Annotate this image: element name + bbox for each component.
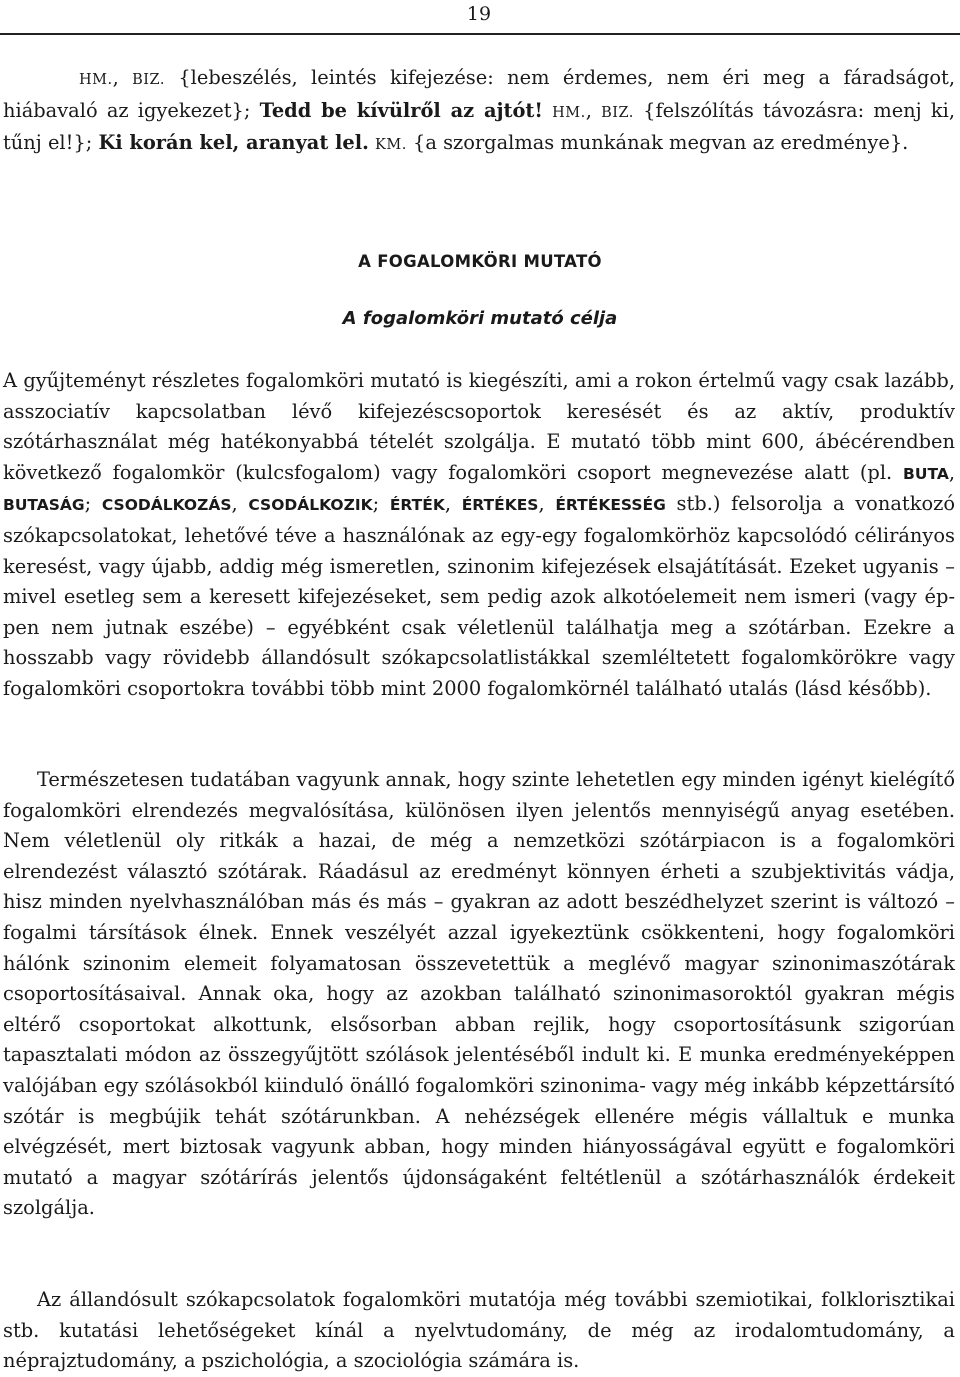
section-heading: A FOGALOMKÖRI MUTATÓ [358, 252, 602, 271]
concept-keyword: BUTASÁG [3, 496, 85, 515]
paragraph-purpose: A gyűjteményt részletes fogalomköri mutató is kiegészíti, ami a rokon értelmű vagy csak lazább, asszociatív kapcsolatban lévő kifejezéscsoportok keresését és az aktív, produktív szótárhasználat még hatékonyabbá tételét szolgálja. E mutató több mint 600, ábécérendben következő fogalomkör (kulcsfogalom) vagy fogalomköri csoport megnevezése alatt (pl. BUTA, BUTASÁG; CSODÁLKOZÁS, CSODÁLKOZIK; ÉRTÉK, ÉRTÉKES, ÉRTÉKESSÉG stb.) felsorolja a vonatkozó szókapcsolatokat, lehetővé téve a használónak az egy-egy fogalomkörhöz kapcsolódó célirányos keresést, vagy újabb, addig még ismeretlen, szinonim kifejezések elsajátítását. Ezeket ugyanis – mivel esetleg sem a keresett kifejezéseket, sem pedig azok alkotóelemeit nem ismeri (vagy éppen nem jutnak eszébe) – egyébként csak véletlenül találhatja meg a szótárban. Ezekre a hosszabb vagy rövidebb állandósult szókapcsolatlistákkal szemléltetett fogalomkörökre vagy fogalomköri csoportokra további több mint 2000 fogalomkörnél található utalás (lásd később). [3, 369, 956, 700]
concept-keyword: CSODÁLKOZIK [248, 496, 373, 515]
idiom-headword: Tedd be kívülről az ajtót! [259, 98, 543, 122]
concept-keyword: ÉRTÉK [389, 496, 445, 515]
concept-keyword: ÉRTÉKESSÉG [555, 496, 666, 515]
paragraph-idiom-entries: HM., BIZ. {lebeszélés, leintés kifejezése: nem érdemes, nem éri meg a fáradságot, hiábavaló az igyekezet}; Tedd be kívülről az ajtót! HM., BIZ. {felszólítás távozásra: menj ki, tűnj el!}; Ki korán kel, aranyat lel. KM. {a szorgalmas munkának megvan az eredménye}. [3, 66, 955, 155]
concept-keyword: ÉRTÉKES [461, 496, 539, 515]
concept-keyword: CSODÁLKOZÁS [101, 496, 232, 515]
page-number: 19 [466, 3, 492, 25]
abbreviation-label: BIZ. [601, 104, 634, 121]
paragraph-awareness: Természetesen tudatában vagyunk annak, hogy szinte lehetetlen egy minden igényt kielégítő fogalomköri elrendezés megvalósítása, különösen ilyen jelentős mennyiségű anyag esetében. Nem véletlenül oly ritkák a hazai, de még a nemzetközi szótárpiacon is a fogalomköri elrendezést választó szótárak. Ráadásul az eredményt könnyen érheti a szubjektivitás vádja, hisz minden nyelvhasználóban más és más – gyakran az adott beszédhelyzet szerint is változó – fogalmi társítások élnek. Ennek veszélyét azzal igyekeztünk csökkenteni, hogy fogalomköri hálónk szinonim elemeit folyamatosan összevetettük a meglévő magyar szinonimaszótárak csoportosításaival. Annak oka, hogy az azokban található szinonimasoroktól gyakran mégis eltérő csoportokat alkottunk, elsősorban abban rejlik, hogy csoportosításunk szigorúan tapasztalati módon az összegyűjtött szólások jelentéséből indult ki. E munka eredményeképpen valójában egy szólásokból kiinduló önálló fogalomköri szinonima- vagy még inkább képzettársító szótár is megbújik tehát szótárunkban. A nehézségek ellenére mégis vállaltuk e munka elvégzését, mert biztosak vagyunk abban, hogy minden hiányosságával együtt e fogalomköri mutató a magyar szótárírás jelentős újdonságaként feltétlenül a szótárhasználók érdekeit szolgálja. [3, 768, 955, 1220]
abbreviation-label: HM. [79, 72, 113, 88]
concept-keyword: BUTA [903, 464, 949, 483]
abbreviation-label: HM. [552, 104, 586, 121]
header-rule [0, 33, 960, 35]
abbreviation-label: KM. [375, 137, 407, 154]
subsection-heading: A fogalomköri mutató célja [342, 308, 618, 329]
paragraph-research: Az állandósult szókapcsolatok fogalomköri mutatója még további szemiotikai, folklorisztikai stb. kutatási lehetőségeket kínál a nyelvtudomány, de még az irodalomtudomány, a néprajztudomány, a pszichológia, a szociológia számára is. [3, 1288, 955, 1373]
idiom-headword: Ki korán kel, aranyat lel. [98, 131, 369, 155]
abbreviation-label: BIZ. [132, 72, 165, 88]
